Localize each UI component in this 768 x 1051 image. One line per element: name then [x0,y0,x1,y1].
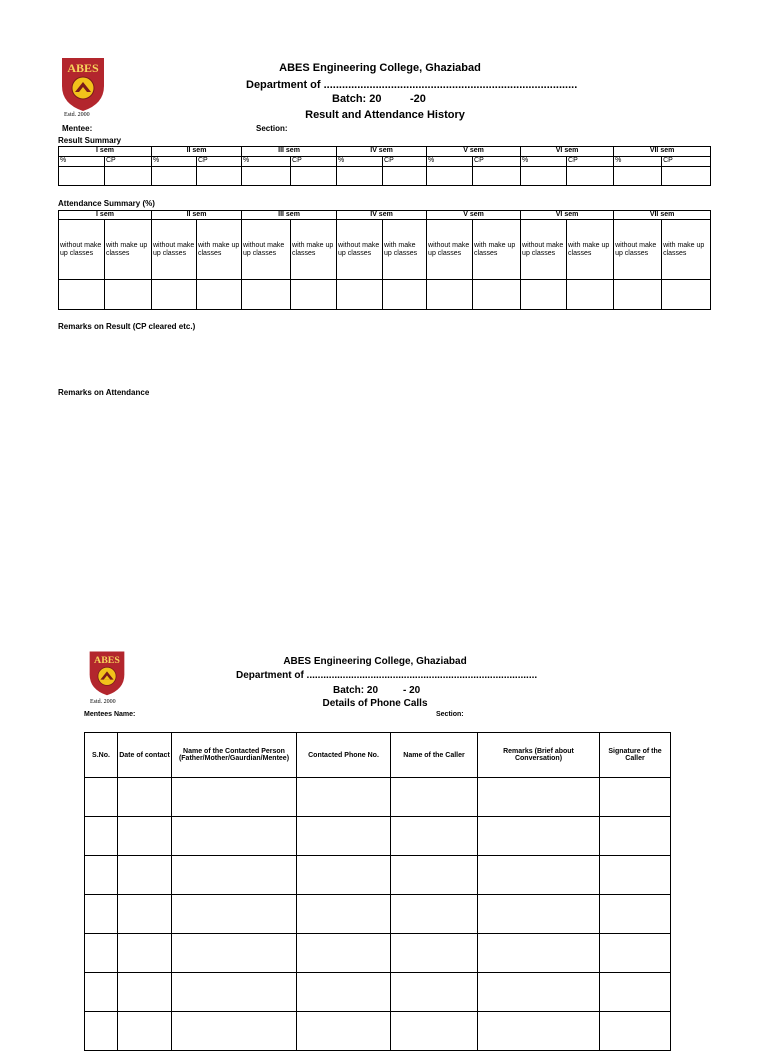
entry-cell[interactable] [118,973,172,1012]
entry-cell[interactable] [297,856,391,895]
sem-header: II sem [152,211,242,220]
phone-calls-table [84,732,671,1051]
col-signature: Signature of the Caller [600,733,671,778]
attendance-subheader-row [59,220,711,280]
table-row [85,973,671,1012]
entry-cell[interactable] [600,934,671,973]
sem-header: I sem [59,147,152,157]
col-sno: S.No. [85,733,118,778]
cp-col: CP [197,157,242,167]
with-makeup-col: with make up classes [383,220,427,280]
entry-cell[interactable] [197,280,242,310]
entry-cell[interactable] [85,973,118,1012]
without-makeup-col: without make up classes [152,220,197,280]
remarks-attendance-label: Remarks on Attendance [58,388,150,397]
entry-cell[interactable] [383,280,427,310]
entry-cell[interactable] [478,895,600,934]
entry-cell[interactable] [242,280,291,310]
entry-cell[interactable] [473,280,521,310]
entry-cell[interactable] [427,280,473,310]
entry-cell[interactable] [85,1012,118,1051]
without-makeup-col: without make up classes [521,220,567,280]
col-date-of-contact: Date of contact [118,733,172,778]
batch-start-2: Batch: 20 [333,685,379,696]
entry-cell[interactable] [291,280,337,310]
doc-title: Result and Attendance History [305,109,465,121]
department-line-2: Department of ................................................................................... [236,670,538,681]
sem-header: VI sem [521,147,614,157]
entry-cell[interactable] [85,856,118,895]
entry-cell[interactable] [614,167,662,186]
entry-cell[interactable] [172,895,297,934]
table-row [85,817,671,856]
entry-cell[interactable] [172,778,297,817]
table-row [85,1012,671,1051]
estd-text-2: Estd. 2000 [90,699,116,705]
sem-header: III sem [242,147,337,157]
college-name-2: ABES Engineering College, Ghaziabad [283,656,467,667]
abes-shield-icon [88,649,126,697]
col-phone-no: Contacted Phone No. [297,733,391,778]
entry-cell[interactable] [614,280,662,310]
result-entry-row [59,167,711,186]
section-label: Section: [256,124,288,133]
entry-cell[interactable] [478,778,600,817]
entry-cell[interactable] [600,973,671,1012]
entry-cell[interactable] [478,1012,600,1051]
entry-cell[interactable] [105,280,152,310]
batch-start: Batch: 20 [332,93,382,105]
entry-cell[interactable] [391,778,478,817]
attendance-summary-table [58,210,711,310]
sem-header: V sem [427,211,521,220]
percent-col: % [521,157,567,167]
percent-col: % [614,157,662,167]
entry-cell[interactable] [118,895,172,934]
entry-cell[interactable] [242,167,291,186]
entry-cell[interactable] [662,280,711,310]
entry-cell[interactable] [337,167,383,186]
entry-cell[interactable] [383,167,427,186]
entry-cell[interactable] [118,778,172,817]
entry-cell[interactable] [297,895,391,934]
entry-cell[interactable] [297,934,391,973]
col-contacted-person: Name of the Contacted Person (Father/Mother/Gaurdian/Mentee) [172,733,297,778]
svg-text:ABES: ABES [94,655,120,667]
entry-cell[interactable] [152,280,197,310]
entry-cell[interactable] [600,895,671,934]
svg-text:ABES: ABES [67,61,99,75]
entry-cell[interactable] [297,1012,391,1051]
abes-logo-2 [88,649,126,705]
result-subheader-row [59,157,711,167]
cp-col: CP [105,157,152,167]
without-makeup-col: without make up classes [427,220,473,280]
entry-cell[interactable] [85,934,118,973]
entry-cell[interactable] [473,167,521,186]
entry-cell[interactable] [85,895,118,934]
entry-cell[interactable] [172,973,297,1012]
entry-cell[interactable] [297,973,391,1012]
entry-cell[interactable] [478,856,600,895]
mentees-name-label: Mentees Name: [84,711,136,718]
table-row [85,778,671,817]
batch-end: -20 [410,93,426,105]
cp-col: CP [383,157,427,167]
percent-col: % [427,157,473,167]
entry-cell[interactable] [291,167,337,186]
entry-cell[interactable] [600,778,671,817]
with-makeup-col: with make up classes [567,220,614,280]
entry-cell[interactable] [59,167,105,186]
percent-col: % [242,157,291,167]
col-remarks: Remarks (Brief about Conversation) [478,733,600,778]
table-row [85,934,671,973]
entry-cell[interactable] [521,167,567,186]
sem-header: II sem [152,147,242,157]
sem-header: I sem [59,211,152,220]
percent-col: % [59,157,105,167]
sem-header: VII sem [614,211,711,220]
sem-header: V sem [427,147,521,157]
entry-cell[interactable] [391,856,478,895]
entry-cell[interactable] [567,167,614,186]
entry-cell[interactable] [391,895,478,934]
entry-cell[interactable] [118,1012,172,1051]
attendance-sem-header-row [59,211,711,220]
without-makeup-col: without make up classes [614,220,662,280]
entry-cell[interactable] [478,934,600,973]
percent-col: % [152,157,197,167]
entry-cell[interactable] [391,817,478,856]
result-summary-table [58,146,711,186]
with-makeup-col: with make up classes [105,220,152,280]
sem-header: VII sem [614,147,711,157]
without-makeup-col: without make up classes [59,220,105,280]
entry-cell[interactable] [600,817,671,856]
entry-cell[interactable] [172,856,297,895]
entry-cell[interactable] [297,817,391,856]
attendance-summary-label: Attendance Summary (%) [58,199,155,208]
college-name: ABES Engineering College, Ghaziabad [279,62,481,74]
percent-col: % [337,157,383,167]
attendance-entry-row [59,280,711,310]
doc-title-2: Details of Phone Calls [322,698,428,709]
calls-header-row [85,733,671,778]
sem-header: IV sem [337,211,427,220]
sem-header: III sem [242,211,337,220]
entry-cell[interactable] [427,167,473,186]
department-line: Department of ................................................................................... [246,79,578,91]
cp-col: CP [473,157,521,167]
abes-shield-icon [60,56,106,112]
with-makeup-col: with make up classes [662,220,711,280]
entry-cell[interactable] [478,817,600,856]
entry-cell[interactable] [172,934,297,973]
entry-cell[interactable] [297,778,391,817]
entry-cell[interactable] [118,934,172,973]
entry-cell[interactable] [105,167,152,186]
with-makeup-col: with make up classes [197,220,242,280]
entry-cell[interactable] [600,1012,671,1051]
with-makeup-col: with make up classes [291,220,337,280]
entry-cell[interactable] [337,280,383,310]
table-row [85,895,671,934]
entry-cell[interactable] [172,1012,297,1051]
entry-cell[interactable] [567,280,614,310]
remarks-result-label: Remarks on Result (CP cleared etc.) [58,322,196,331]
cp-col: CP [662,157,711,167]
section-label-2: Section: [436,711,464,718]
entry-cell[interactable] [391,1012,478,1051]
entry-cell[interactable] [391,934,478,973]
entry-cell[interactable] [152,167,197,186]
entry-cell[interactable] [600,856,671,895]
entry-cell[interactable] [478,973,600,1012]
cp-col: CP [567,157,614,167]
sem-header: VI sem [521,211,614,220]
result-sem-header-row [59,147,711,157]
without-makeup-col: without make up classes [242,220,291,280]
cp-col: CP [291,157,337,167]
entry-cell[interactable] [521,280,567,310]
entry-cell[interactable] [59,280,105,310]
entry-cell[interactable] [172,817,297,856]
entry-cell[interactable] [391,973,478,1012]
with-makeup-col: with make up classes [473,220,521,280]
batch-end-2: - 20 [403,685,421,696]
estd-text: Estd. 2000 [64,112,90,118]
entry-cell[interactable] [118,856,172,895]
result-summary-label: Result Summary [58,136,122,145]
mentee-label: Mentee: [62,124,93,133]
sem-header: IV sem [337,147,427,157]
entry-cell[interactable] [118,817,172,856]
without-makeup-col: without make up classes [337,220,383,280]
table-row [85,856,671,895]
entry-cell[interactable] [85,817,118,856]
entry-cell[interactable] [662,167,711,186]
entry-cell[interactable] [197,167,242,186]
col-caller-name: Name of the Caller [391,733,478,778]
entry-cell[interactable] [85,778,118,817]
